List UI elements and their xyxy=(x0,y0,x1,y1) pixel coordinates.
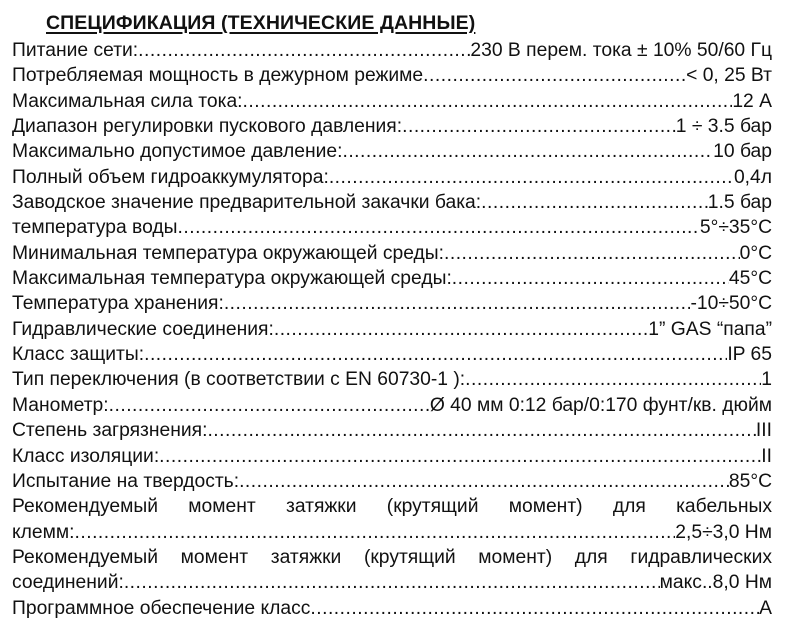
spec-row-min-ambient-temp xyxy=(12,241,772,266)
spec-value: 5°÷35°C xyxy=(699,217,772,239)
spec-label: Класс изоляции: xyxy=(12,445,160,467)
spec-label: Минимальная температура окружающей среды: xyxy=(12,242,444,264)
spec-value: III xyxy=(755,420,772,442)
spec-label: Гидравлические соединения: xyxy=(12,318,274,340)
spec-label: Программное обеспечение класс xyxy=(12,597,311,619)
spec-row-cable-torque-heading xyxy=(12,494,772,519)
spec-label: Манометр: xyxy=(12,394,109,416)
spec-label: Тип переключения (в соответствии с EN 60730-1 ): xyxy=(12,369,466,391)
spec-value: -10÷50°C xyxy=(690,293,772,315)
leader-dots xyxy=(402,114,676,139)
leader-dots xyxy=(452,266,729,291)
spec-row-water-temperature xyxy=(12,215,772,240)
spec-label: температура воды xyxy=(12,217,178,239)
spec-row-max-ambient-temp xyxy=(12,266,772,291)
spec-label: Максимальная сила тока: xyxy=(12,90,243,112)
spec-row-hardness-test xyxy=(12,469,772,494)
spec-label: Рекомендуемый момент затяжки (крутящий момент) для гидравлических xyxy=(12,546,772,568)
spec-value: 2,5÷3,0 Нм xyxy=(675,521,772,543)
spec-row-standby-power xyxy=(12,63,772,88)
spec-value: 85°C xyxy=(728,470,772,492)
spec-row-insulation-class xyxy=(12,444,772,469)
spec-value: Ø 40 мм 0:12 бар/0:170 фунт/кв. дюйм xyxy=(429,394,772,416)
spec-row-storage-temp xyxy=(12,291,772,316)
spec-label: Максимально допустимое давление: xyxy=(12,141,343,163)
spec-value: А xyxy=(759,597,772,619)
spec-label: соединений: xyxy=(12,572,124,594)
spec-row-tank-precharge xyxy=(12,190,772,215)
spec-row-max-pressure xyxy=(12,139,772,164)
spec-value: II xyxy=(761,445,772,467)
leader-dots xyxy=(224,291,691,316)
spec-value: 0°C xyxy=(739,242,772,264)
spec-label: Максимальная температура окружающей среды: xyxy=(12,268,452,290)
spec-row-protection-class xyxy=(12,342,772,367)
spec-row-pollution-degree xyxy=(12,418,772,443)
leader-dots xyxy=(178,215,700,240)
leader-dots xyxy=(124,570,660,595)
leader-dots xyxy=(144,342,727,367)
leader-dots xyxy=(207,418,755,443)
spec-label: Потребляемая мощность в дежурном режиме xyxy=(12,65,424,87)
spec-row-max-current xyxy=(12,89,772,114)
spec-value: 1” GAS “папа” xyxy=(648,318,772,340)
leader-dots xyxy=(329,165,734,190)
leader-dots xyxy=(310,596,759,621)
spec-label: Класс защиты: xyxy=(12,344,145,366)
spec-row-hydraulic-torque xyxy=(12,570,772,595)
spec-value: 12 А xyxy=(732,90,772,112)
leader-dots xyxy=(342,139,713,164)
leader-dots xyxy=(444,241,740,266)
spec-row-hydraulic-connections xyxy=(12,317,772,342)
leader-dots xyxy=(465,367,761,392)
spec-row-software-class xyxy=(12,596,772,621)
leader-dots xyxy=(243,89,733,114)
leader-dots xyxy=(239,469,729,494)
spec-label: Температура хранения: xyxy=(12,293,224,315)
spec-row-accumulator-volume xyxy=(12,165,772,190)
leader-dots xyxy=(138,38,470,63)
spec-label: Рекомендуемый момент затяжки (крутящий момент) для кабельных xyxy=(12,496,772,518)
leader-dots xyxy=(423,63,686,88)
spec-value: 45°C xyxy=(728,268,772,290)
spec-row-switching-type xyxy=(12,367,772,392)
spec-value: IP 65 xyxy=(727,344,772,366)
leader-dots xyxy=(481,190,708,215)
spec-value: 1 ÷ 3.5 бар xyxy=(675,116,772,138)
spec-value: 1 xyxy=(761,369,772,391)
leader-dots xyxy=(109,393,430,418)
spec-row-cable-torque xyxy=(12,520,772,545)
spec-value: < 0, 25 Вт xyxy=(686,65,772,87)
spec-row-start-pressure-range xyxy=(12,114,772,139)
leader-dots xyxy=(75,520,676,545)
spec-value: 0,4л xyxy=(733,166,772,188)
spec-label: Испытание на твердость: xyxy=(12,470,240,492)
spec-value: 230 В перем. тока ± 10% 50/60 Гц xyxy=(470,40,772,61)
spec-label: Степень загрязнения: xyxy=(12,420,208,442)
spec-label: Питание сети: xyxy=(12,40,139,61)
spec-value: 1.5 бар xyxy=(707,192,772,214)
spec-row-hydraulic-torque-heading xyxy=(12,545,772,570)
page-title: СПЕЦИФИКАЦИЯ (ТЕХНИЧЕСКИЕ ДАННЫЕ) xyxy=(46,12,476,34)
spec-row-power-supply xyxy=(12,38,772,63)
spec-label: Полный объем гидроаккумулятора: xyxy=(12,166,329,188)
spec-value: 10 бар xyxy=(713,141,772,163)
spec-row-manometer xyxy=(12,393,772,418)
spec-label: Диапазон регулировки пускового давления: xyxy=(12,116,403,138)
spec-label: Заводское значение предварительной закачки бака: xyxy=(12,192,482,214)
leader-dots xyxy=(274,317,648,342)
leader-dots xyxy=(159,444,761,469)
spec-label: клемм: xyxy=(12,521,75,543)
spec-list xyxy=(12,38,772,621)
spec-value: макс..8,0 Нм xyxy=(659,572,772,594)
